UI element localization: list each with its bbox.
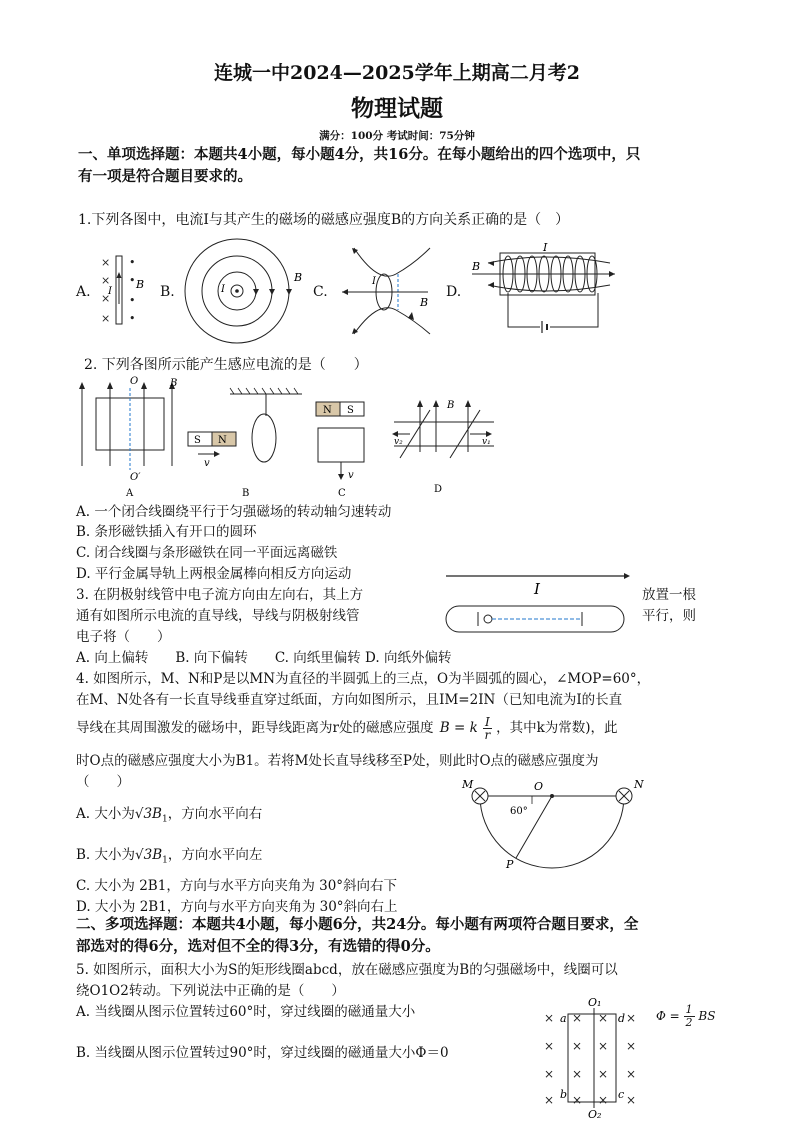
q1-label-b: B. — [160, 284, 175, 300]
q2c-magnet-n: N — [323, 405, 332, 416]
q4-option-c: C. 大小为 2B1，方向与水平方向夹角为 30°斜向右下 — [76, 878, 398, 894]
q1a-field-label: B — [136, 278, 145, 291]
q5-option-b: B. 当线圈从图示位置转过90°时，穿过线圈的磁通量大小Φ＝0 — [76, 1045, 449, 1061]
q5-formula-lhs: Φ = — [656, 1009, 680, 1023]
q4-angle-label: 60° — [510, 806, 528, 817]
q2c-magnet-s: S — [347, 405, 354, 416]
q4-point-n: N — [634, 778, 644, 791]
q2d-v1: v₁ — [482, 437, 491, 447]
q2b-magnet-s: S — [194, 435, 201, 446]
q2b-velocity: v — [204, 458, 210, 469]
q4-option-a-post: ，方向水平向右 — [167, 806, 263, 822]
q5-formula-fraction — [684, 1004, 695, 1029]
q5-axis-o2: O₂ — [588, 1108, 602, 1120]
q5-formula-rhs: BS — [698, 1009, 716, 1023]
svg-text:×: × — [626, 1093, 637, 1107]
section2-heading-line2: 部选对的得6分，选对但不全的得3分，有选错的得0分。 — [76, 938, 440, 955]
q1-figure-b — [180, 237, 310, 347]
q1-figure-c — [338, 244, 438, 336]
q2-figure-a — [74, 374, 186, 500]
q4-option-b-sub: 1 — [162, 855, 168, 866]
q4-formula-fraction — [483, 716, 492, 741]
q2d-v2: v₂ — [394, 437, 403, 447]
section1-heading-line1: 一、单项选择题：本题共4小题，每小题4分，共16分。在每小题给出的四个选项中，只 — [78, 146, 641, 163]
q1-label-a: A. — [76, 284, 91, 300]
q5-figure — [538, 994, 644, 1120]
q1b-current-label: I — [221, 284, 225, 295]
q5-option-a: A. 当线圈从图示位置转过60°时，穿过线圈的磁通量大小 — [76, 1004, 416, 1020]
svg-text:×: × — [598, 1067, 609, 1081]
q5-formula-num: 1 — [685, 1003, 693, 1016]
q4-line3 — [76, 716, 618, 741]
svg-text:×: × — [101, 274, 111, 287]
svg-text:×: × — [626, 1039, 637, 1053]
q2-figure-d — [390, 394, 500, 500]
svg-text:×: × — [544, 1067, 555, 1081]
q4-line1: 4. 如图所示，M、N和P是以MN为直径的半圆弧上的三点，O为半圆弧的圆心，∠MOP=60°， — [76, 671, 651, 687]
q3-line1-right: 放置一根 — [642, 587, 696, 603]
q1c-field-label: B — [420, 296, 429, 309]
q3-line1-left: 3. 在阴极射线管中电子流方向由左向右，其上方 — [76, 587, 364, 603]
q1d-current-label: I — [543, 241, 548, 254]
svg-text:×: × — [626, 1067, 637, 1081]
q5-corner-a: a — [560, 1012, 567, 1025]
exam-title: 连城一中2024—2025学年上期高二月考2 — [214, 62, 580, 84]
q4-option-a-sub: 1 — [161, 814, 168, 825]
q2-caption-b: B — [242, 488, 250, 499]
q5-formula-den: 2 — [685, 1016, 693, 1029]
q2-option-c: C. 闭合线圈与条形磁铁在同一平面远离磁铁 — [76, 545, 338, 561]
q2-option-d: D. 平行金属导轨上两根金属棒向相反方向运动 — [76, 566, 352, 582]
svg-text:×: × — [572, 1039, 583, 1053]
q4-option-a — [76, 802, 262, 825]
svg-text:×: × — [101, 312, 111, 325]
q4-option-a-value: √3B — [134, 806, 162, 822]
svg-text:×: × — [572, 1067, 583, 1081]
q1-stem: 1.下列各图中，电流I与其产生的磁场的磁感应强度B的方向关系正确的是（ ） — [78, 212, 570, 228]
svg-text:×: × — [101, 292, 111, 305]
q4-option-b-post: ，方向水平向左 — [167, 847, 263, 863]
q2-caption-c: C — [338, 488, 346, 499]
q3-line2-left: 通有如图所示电流的直导线，导线与阴极射线管 — [76, 608, 360, 624]
section2-heading-line1: 二、多项选择题：本题共4小题，每小题6分，共24分。每小题有两项符合题目要求，全 — [76, 916, 639, 933]
q2-stem: 2. 下列各图所示能产生感应电流的是（ ） — [84, 357, 368, 373]
svg-text:×: × — [572, 1011, 583, 1025]
q4-formula — [440, 716, 492, 741]
q4-formula-num: I — [485, 715, 490, 729]
svg-text:×: × — [626, 1011, 637, 1025]
q1a-current-label: I — [108, 286, 112, 297]
q1-label-c: C. — [313, 284, 328, 300]
q2-caption-a: A — [126, 488, 134, 499]
q5-flux-formula — [656, 1004, 715, 1029]
q4-formula-lhs: B = k — [439, 720, 478, 736]
q4-line4: 时O点的磁感应强度大小为B1。若将M处长直导线移至P处，则此时O点的磁感应强度为 — [76, 753, 599, 769]
q4-option-a-pre: A. 大小为 — [76, 806, 135, 822]
q2d-field-label: B — [447, 400, 455, 411]
svg-text:•: • — [129, 274, 136, 287]
q2b-magnet-n: N — [218, 435, 227, 446]
svg-text:×: × — [544, 1011, 555, 1025]
q3-current-label: I — [534, 580, 540, 598]
q4-point-p: P — [506, 858, 514, 871]
q2-option-b: B. 条形磁铁插入有开口的圆环 — [76, 524, 257, 540]
q4-option-b-pre: B. 大小为 — [76, 847, 136, 863]
q2a-axis-top: O — [130, 376, 139, 387]
q4-line2: 在M、N处各有一长直导线垂直穿过纸面，方向如图所示，且IM=2IN（已知电流为I的长直 — [76, 692, 623, 708]
q5-corner-d: d — [618, 1012, 626, 1025]
q4-option-d: D. 大小为 2B1，方向与水平方向夹角为 30°斜向右上 — [76, 899, 398, 915]
q5-axis-o1: O₁ — [588, 996, 602, 1009]
q2-figure-b — [184, 386, 304, 500]
q1-figure-d — [470, 241, 620, 335]
svg-text:×: × — [544, 1093, 555, 1107]
svg-text:×: × — [598, 1039, 609, 1053]
q4-point-o: O — [534, 780, 544, 793]
svg-text:×: × — [101, 256, 111, 269]
svg-text:•: • — [129, 256, 136, 269]
q4-figure — [456, 772, 646, 872]
q5-corner-b: b — [560, 1088, 568, 1101]
exam-subtitle: 物理试题 — [351, 95, 443, 122]
svg-text:•: • — [129, 312, 136, 325]
svg-text:×: × — [598, 1011, 609, 1025]
q3-figure — [440, 570, 636, 642]
q4-option-b-value: √3B — [135, 847, 163, 863]
q4-formula-den: r — [484, 728, 491, 742]
exam-meta: 满分：100分 考试时间：75分钟 — [319, 130, 475, 142]
q1-figure-a — [96, 254, 156, 330]
q1d-field-label: B — [472, 260, 481, 273]
q5-line2: 绕O1O2转动。下列说法中正确的是（ ） — [76, 983, 345, 999]
svg-text:×: × — [598, 1093, 609, 1107]
q2-figure-c — [310, 398, 390, 500]
q5-line1: 5. 如图所示，面积大小为S的矩形线圈abcd，放在磁感应强度为B的匀强磁场中，线圈可以 — [76, 962, 618, 978]
q2-caption-d: D — [434, 484, 443, 495]
q3-line3: 电子将（ ） — [76, 629, 171, 645]
q2a-field-label: B — [170, 378, 178, 389]
q4-line5: （ ） — [76, 774, 130, 790]
q5-corner-c: c — [618, 1088, 625, 1101]
q1c-current-label: I — [372, 276, 376, 287]
q3-line2-right: 平行，则 — [642, 608, 696, 624]
q4-line3-pre: 导线在其周围激发的磁场中，距导线距离为r处的磁感应强度 — [76, 720, 434, 736]
q3-options: A. 向上偏转 B. 向下偏转 C. 向纸里偏转 D. 向纸外偏转 — [76, 650, 452, 666]
svg-text:×: × — [544, 1039, 555, 1053]
svg-text:×: × — [572, 1093, 583, 1107]
q2c-velocity: v — [348, 470, 354, 481]
svg-text:•: • — [129, 294, 136, 307]
q4-line3-post: ，其中k为常数)，此 — [496, 720, 618, 736]
q4-point-m: M — [462, 778, 474, 791]
section1-heading-line2: 有一项是符合题目要求的。 — [78, 168, 252, 185]
q1-label-d: D. — [446, 284, 462, 300]
q2-option-a: A. 一个闭合线圈绕平行于匀强磁场的转动轴匀速转动 — [76, 504, 392, 520]
q2a-axis-bottom: O′ — [130, 472, 141, 483]
q4-option-b — [76, 843, 262, 866]
q1b-field-label: B — [294, 271, 303, 284]
